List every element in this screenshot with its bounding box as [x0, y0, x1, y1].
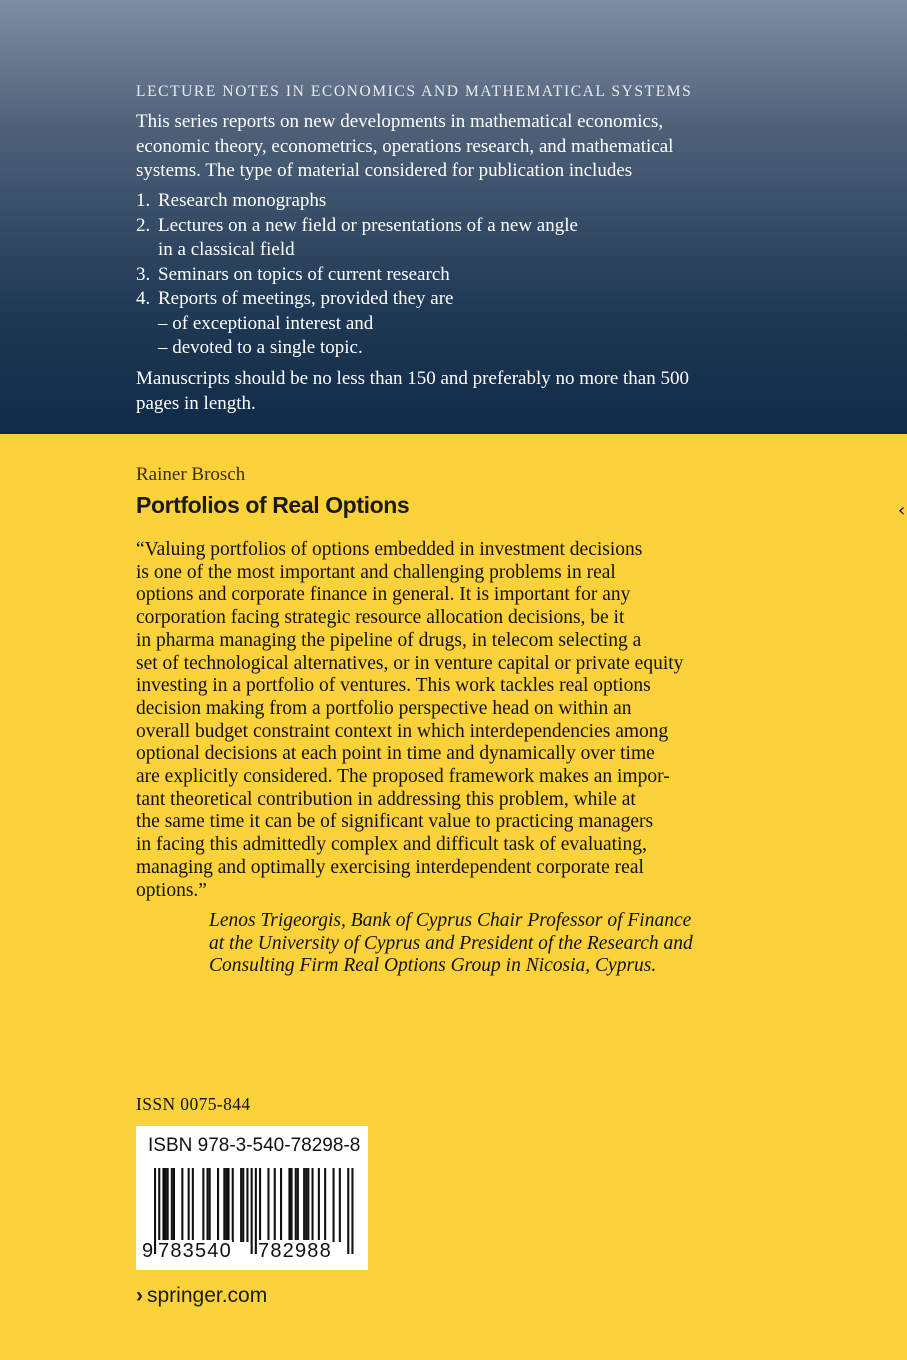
- series-outro: Manuscripts should be no less than 150 and preferably no more than 500 pages in length.: [136, 368, 689, 414]
- publisher-url: springer.com: [147, 1284, 268, 1307]
- issn-number: ISSN 0075-844: [136, 1094, 251, 1114]
- list-item-text: – devoted to a single topic.: [158, 337, 363, 358]
- barcode-bar: [223, 1168, 225, 1242]
- quote-line: “Valuing portfolios of options embedded in investment decisions: [136, 539, 643, 560]
- barcode-bar: [255, 1168, 257, 1254]
- barcode-bar: [291, 1168, 293, 1242]
- barcode-bar: [274, 1168, 276, 1242]
- ean-right-digits: 782988: [258, 1240, 332, 1262]
- attribution-line: at the University of Cyprus and President of the Research and: [209, 932, 693, 954]
- list-item-text: Seminars on topics of current research: [158, 263, 450, 285]
- barcode-bar: [188, 1168, 190, 1242]
- quote-line: decision making from a portfolio perspective head on within an: [136, 697, 632, 719]
- review-quote: [136, 539, 716, 902]
- barcode-bar: [162, 1168, 164, 1242]
- barcode-bar: [173, 1168, 175, 1242]
- quote-line: optional decisions at each point in time and dynamically over time: [136, 743, 655, 765]
- barcode-bar: [312, 1168, 314, 1242]
- quote-line: options.”: [136, 879, 207, 901]
- chevron-right-icon: ›: [136, 1284, 143, 1307]
- barcode-bar: [242, 1168, 244, 1242]
- barcode-bar: [246, 1168, 248, 1242]
- quote-line: investing in a portfolio of ventures. This work tackles real options: [136, 675, 651, 697]
- quote-line: options and corporate finance in general. It is important for any: [136, 584, 631, 606]
- list-item: [136, 189, 736, 214]
- barcode-panel: [136, 1126, 368, 1270]
- list-number: 1.: [136, 190, 151, 211]
- barcode-bar: [209, 1168, 211, 1242]
- series-title: LECTURE NOTES IN ECONOMICS AND MATHEMATICAL SYSTEMS: [136, 83, 693, 100]
- series-info-panel: [0, 0, 907, 434]
- barcode-bar: [167, 1168, 169, 1242]
- barcode-bar: [171, 1168, 173, 1242]
- list-number: 4.: [136, 288, 151, 309]
- list-number: 2.: [136, 214, 151, 236]
- list-item: [136, 263, 736, 288]
- list-number: 3.: [136, 263, 151, 285]
- barcode-bar: [240, 1168, 242, 1242]
- quote-line: corporation facing strategic resource allocation decisions, be it: [136, 607, 625, 629]
- quote-line: set of technological alternatives, or in venture capital or private equity: [136, 652, 684, 674]
- book-title: Portfolios of Real Options: [136, 492, 410, 518]
- quote-line: are explicitly considered. The proposed framework makes an impor-: [136, 766, 670, 788]
- list-item-text: Reports of meetings, provided they are: [158, 288, 454, 309]
- publication-types-list: [136, 189, 736, 361]
- barcode-bar: [307, 1168, 309, 1242]
- edge-chevron-icon: ‹: [898, 500, 906, 521]
- list-item-text: in a classical field: [158, 239, 295, 260]
- ean-first-digit: 9: [142, 1240, 154, 1262]
- barcode-bar: [217, 1168, 219, 1242]
- list-item-text: Research monographs: [158, 190, 327, 211]
- barcode-bar: [202, 1168, 204, 1242]
- barcode-bar: [232, 1168, 234, 1242]
- quote-line: tant theoretical contribution in addressing this problem, while at: [136, 788, 636, 810]
- list-item: [136, 214, 736, 263]
- barcode-bar: [303, 1168, 305, 1242]
- barcode-bar: [318, 1168, 320, 1242]
- barcode-bar: [225, 1168, 227, 1242]
- barcode-bar: [333, 1168, 335, 1242]
- barcode-bar: [165, 1168, 167, 1242]
- barcode-bar: [259, 1168, 261, 1242]
- barcode-bar: [305, 1168, 307, 1242]
- barcode-bar: [339, 1168, 341, 1242]
- barcode-bar: [280, 1168, 282, 1242]
- attribution-line: Consulting Firm Real Options Group in Nicosia, Cyprus.: [209, 955, 657, 977]
- isbn-label: ISBN 978-3-540-78298-8: [148, 1135, 361, 1156]
- ean-left-digits: 783540: [158, 1240, 232, 1262]
- quote-line: overall budget constraint context in which interdependencies among: [136, 720, 669, 742]
- quote-attribution: [209, 910, 809, 978]
- quote-line: managing and optimally exercising interdependent corporate real: [136, 856, 644, 878]
- publisher-link[interactable]: [136, 1284, 267, 1308]
- barcode-bar: [267, 1168, 269, 1242]
- quote-line: in facing this admittedly complex and difficult task of evaluating,: [136, 834, 647, 856]
- barcode-bar: [228, 1168, 230, 1242]
- barcode-bar: [324, 1168, 326, 1242]
- barcode-bar: [288, 1168, 290, 1242]
- barcode-bar: [181, 1168, 183, 1242]
- quote-line: in pharma managing the pipeline of drugs, in telecom selecting a: [136, 629, 642, 651]
- barcode-bar: [351, 1168, 353, 1254]
- barcode-bar: [207, 1168, 209, 1242]
- quote-line: is one of the most important and challenging problems in real: [136, 561, 616, 583]
- barcode-bar: [251, 1168, 253, 1254]
- author-name: Rainer Brosch: [136, 464, 246, 485]
- barcode-bar: [297, 1168, 299, 1242]
- barcode-bar: [347, 1168, 349, 1254]
- barcode-bar: [192, 1168, 194, 1242]
- list-item: [136, 287, 736, 361]
- list-item-text: – of exceptional interest and: [158, 312, 374, 334]
- barcode-bar: [295, 1168, 297, 1242]
- barcode-bar: [154, 1168, 156, 1254]
- list-item-text: Lectures on a new field or presentations of a new angle: [158, 214, 578, 236]
- attribution-line: Lenos Trigeorgis, Bank of Cyprus Chair Professor of Finance: [209, 910, 692, 931]
- series-intro: This series reports on new developments in mathematical economics, economic theory, econometrics, operations research, and mathematical systems. The type of material considered for publication includes: [136, 111, 674, 181]
- quote-line: the same time it can be of significant value to practicing managers: [136, 811, 654, 833]
